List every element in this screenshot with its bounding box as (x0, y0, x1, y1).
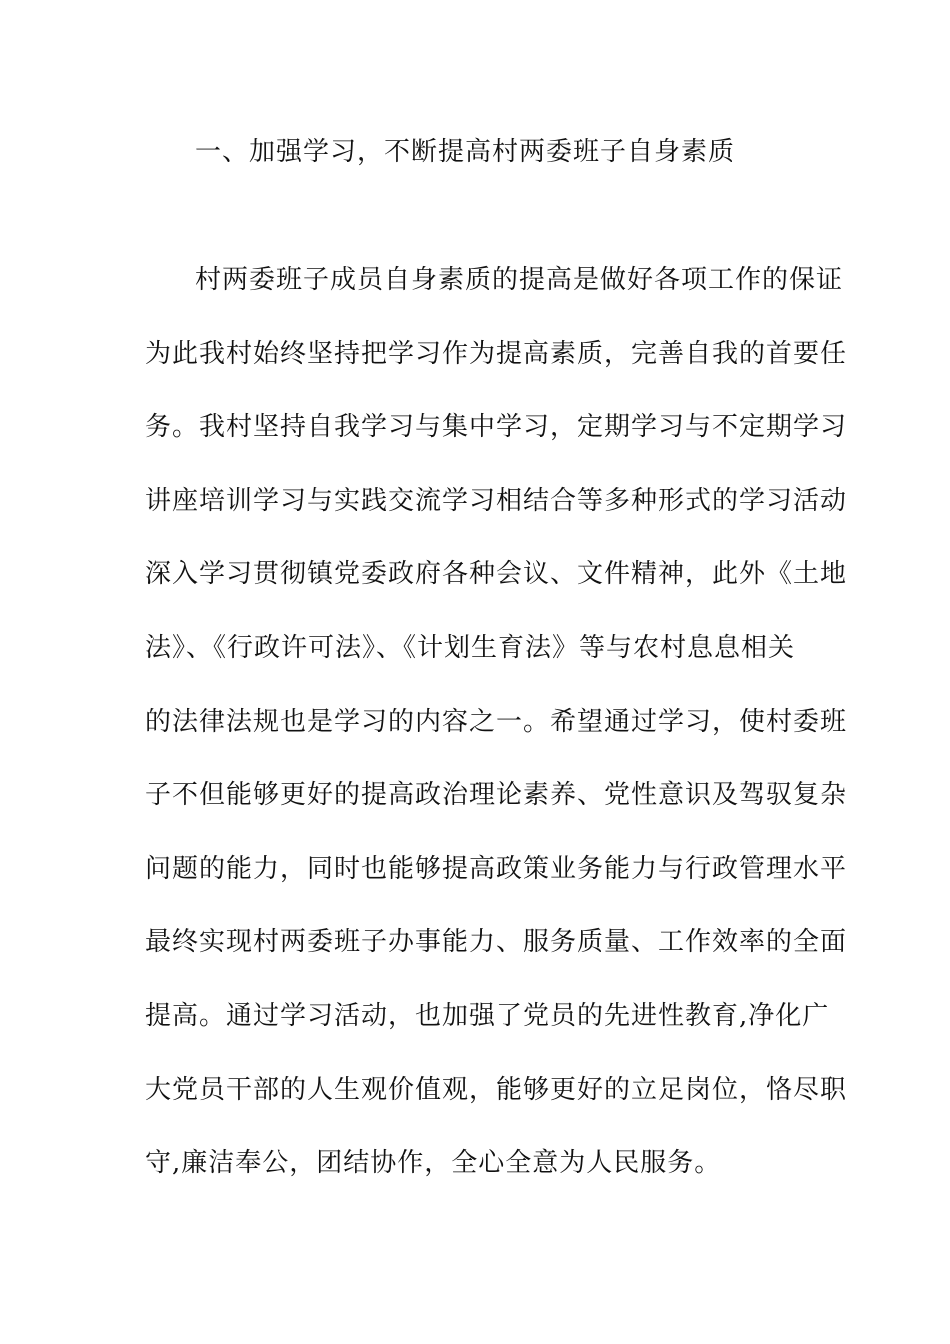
section-heading: 一、加强学习，不断提高村两委班子自身素质 (195, 137, 736, 167)
paragraph-line: 为此我村始终坚持把学习作为提高素质，完善自我的首要任 (145, 338, 848, 369)
paragraph-line: 子不但能够更好的提高政治理论素养、党性意识及驾驭复杂 (145, 780, 848, 811)
paragraph-line: 深入学习贯彻镇党委政府各种会议、文件精神，此外《土地 (145, 559, 848, 590)
paragraph-line: 大党员干部的人生观价值观，能够更好的立足岗位，恪尽职 (145, 1074, 848, 1105)
paragraph-line: 务。我村坚持自我学习与集中学习，定期学习与不定期学习 (145, 412, 848, 443)
paragraph-line: 最终实现村两委班子办事能力、服务质量、工作效率的全面 (145, 927, 848, 958)
paragraph-line: 村两委班子成员自身素质的提高是做好各项工作的保证 (195, 265, 844, 295)
paragraph-line: 守,廉洁奉公，团结协作，全心全意为人民服务。 (145, 1148, 722, 1179)
body-paragraph (145, 258, 848, 1215)
paragraph-line: 的法律法规也是学习的内容之一。希望通过学习，使村委班 (145, 706, 848, 737)
paragraph-line: 提高。通过学习活动，也加强了党员的先进性教育,净化广 (145, 1000, 830, 1031)
paragraph-line: 讲座培训学习与实践交流学习相结合等多种形式的学习活动 (145, 485, 848, 516)
paragraph-line: 法》、《行政许可法》、《计划生育法》等与农村息息相关 (145, 632, 796, 663)
paragraph-line: 问题的能力，同时也能够提高政策业务能力与行政管理水平 (145, 853, 848, 884)
